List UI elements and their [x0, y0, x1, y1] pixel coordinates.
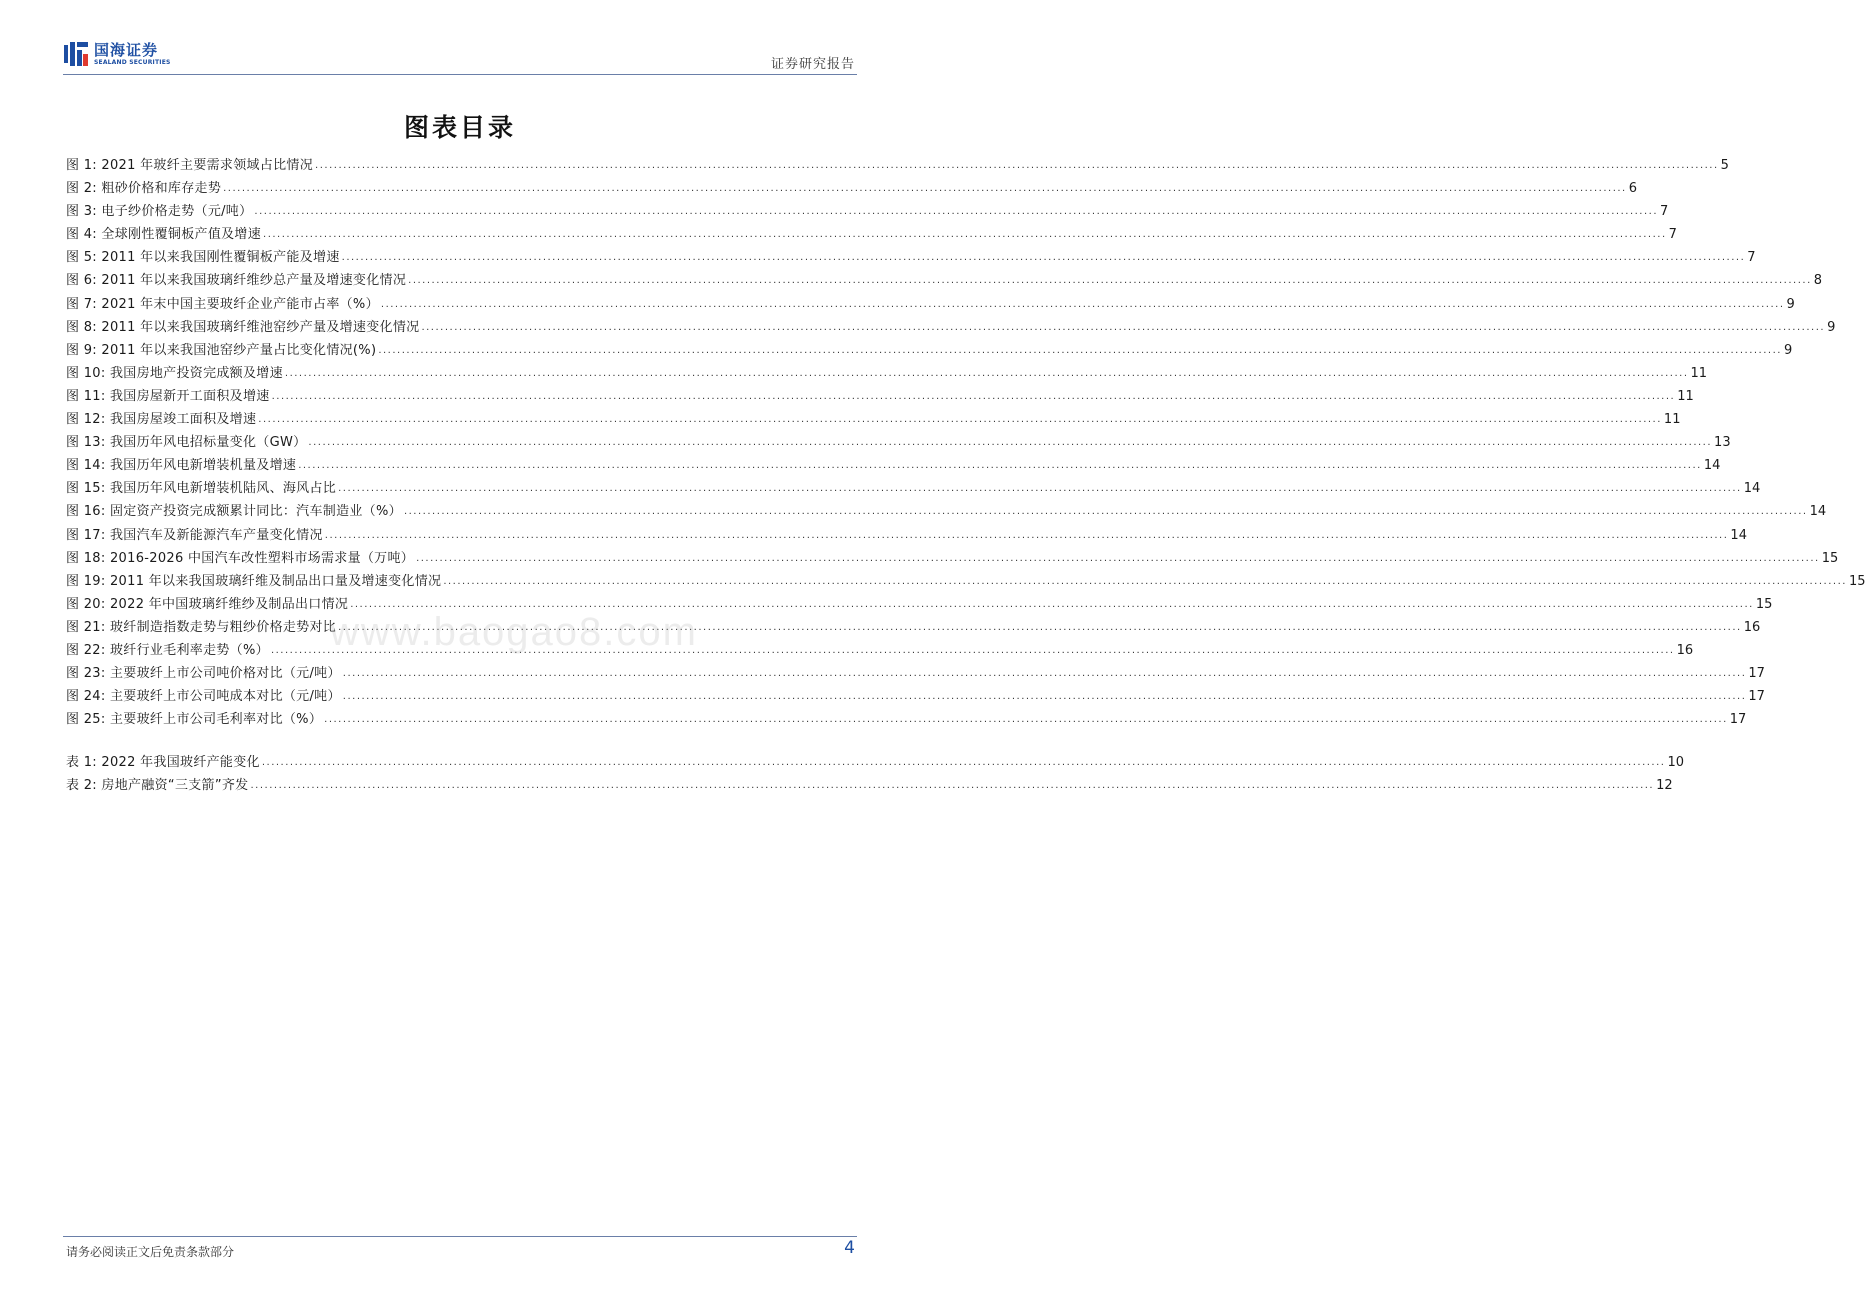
toc-entry[interactable] — [66, 685, 1765, 708]
toc-entry-label: 图 22: 玻纤行业毛利率走势（%） — [66, 642, 269, 658]
toc-entry[interactable] — [66, 269, 1823, 292]
toc-dot-leader: ............................................................................................................................................................................................................................................................................................................ — [338, 483, 1742, 495]
toc-dot-leader: ............................................................................................................................................................................................................................................................................................................ — [261, 757, 1666, 769]
toc-entry-page: 17 — [1729, 712, 1747, 728]
footer-divider — [63, 1236, 857, 1237]
toc-entry-page: 9 — [1783, 342, 1793, 358]
toc-entry[interactable] — [66, 154, 1729, 177]
toc-entry[interactable] — [66, 339, 1793, 362]
toc-entry[interactable] — [66, 477, 1761, 500]
toc-entry-label: 图 3: 电子纱价格走势（元/吨） — [66, 204, 253, 220]
toc-entry-page: 15 — [1755, 596, 1773, 612]
toc-entry-label: 图 4: 全球刚性覆铜板产值及增速 — [66, 227, 262, 243]
toc-entry-label: 图 13: 我国历年风电招标量变化（GW） — [66, 435, 307, 451]
sealand-logo-icon — [63, 41, 89, 67]
toc-entry-label: 图 9: 2011 年以来我国池窑纱产量占比变化情况(%) — [66, 342, 377, 358]
toc-entry-label: 图 1: 2021 年玻纤主要需求领域占比情况 — [66, 158, 314, 173]
toc-dot-leader: ............................................................................................................................................................................................................................................................................................................ — [250, 780, 1655, 792]
toc-entry[interactable] — [66, 246, 1756, 269]
toc-entry-page: 7 — [1660, 204, 1669, 220]
toc-entry-page: 17 — [1748, 689, 1765, 705]
toc-entry-page: 15 — [1821, 550, 1839, 566]
toc-entry-page: 12 — [1656, 778, 1673, 794]
toc-dot-leader: ............................................................................................................................................................................................................................................................................................................ — [324, 529, 1729, 541]
section-gap — [66, 731, 854, 751]
toc-entry-label: 图 20: 2022 年中国玻璃纤维纱及制品出口情况 — [66, 596, 349, 612]
toc-entry-label: 图 17: 我国汽车及新能源汽车产量变化情况 — [66, 527, 323, 543]
toc-entry-page: 14 — [1743, 481, 1761, 497]
page-number: 4 — [844, 1238, 855, 1258]
toc-entry-page: 9 — [1827, 319, 1836, 335]
toc-entry-label: 图 11: 我国房屋新开工面积及增速 — [66, 388, 270, 404]
toc-dot-leader: ............................................................................................................................................................................................................................................................................................................ — [324, 714, 1728, 726]
toc-entry[interactable] — [66, 708, 1747, 731]
toc-dot-leader: ............................................................................................................................................................................................................................................................................................................ — [341, 252, 1746, 264]
toc-entry[interactable] — [66, 177, 1638, 200]
toc-dot-leader: ............................................................................................................................................................................................................................................................................................................ — [342, 691, 1747, 703]
toc-dot-leader: ............................................................................................................................................................................................................................................................................................................ — [298, 460, 1702, 472]
toc-dot-leader: ............................................................................................................................................................................................................................................................................................................ — [308, 437, 1713, 449]
toc-dot-leader: ............................................................................................................................................................................................................................................................................................................ — [263, 229, 1667, 241]
toc-entry-page: 16 — [1676, 642, 1694, 658]
watermark: www.baogao8.com — [330, 610, 698, 654]
toc-entry-page: 8 — [1813, 273, 1823, 289]
toc-entry-label: 图 16: 固定资产投资完成额累计同比：汽车制造业（%） — [66, 504, 402, 520]
toc-entry-label: 图 25: 主要玻纤上市公司毛利率对比（%） — [66, 712, 323, 728]
toc-entry-page: 11 — [1677, 388, 1694, 404]
toc-entry-label: 图 12: 我国房屋竣工面积及增速 — [66, 412, 257, 428]
toc-entry-label: 图 24: 主要玻纤上市公司吨成本对比（元/吨） — [66, 689, 341, 705]
toc-entry[interactable] — [66, 454, 1721, 477]
toc-entry-label: 图 5: 2011 年以来我国刚性覆铜板产能及增速 — [66, 250, 340, 266]
toc-entry-label: 图 8: 2011 年以来我国玻璃纤维池窑纱产量及增速变化情况 — [66, 319, 420, 335]
toc-entry-label: 图 18: 2016-2026 中国汽车改性塑料市场需求量（万吨） — [66, 550, 415, 566]
toc-entry[interactable] — [66, 570, 1865, 593]
toc-entry-page: 14 — [1730, 527, 1747, 543]
toc-entry-page: 7 — [1668, 227, 1677, 243]
toc-entry[interactable] — [66, 500, 1827, 523]
logo-chinese-name: 国海证券 — [94, 40, 159, 59]
toc-dot-leader: ............................................................................................................................................................................................................................................................................................................ — [380, 298, 1785, 310]
toc-entry-label: 图 21: 玻纤制造指数走势与粗纱价格走势对比 — [66, 619, 337, 635]
toc-entry[interactable] — [66, 223, 1677, 246]
company-logo — [63, 36, 171, 72]
toc-entry[interactable] — [66, 662, 1765, 685]
toc-dot-leader: ............................................................................................................................................................................................................................................................................................................ — [350, 598, 1754, 610]
toc-dot-leader: ............................................................................................................................................................................................................................................................................................................ — [443, 575, 1847, 587]
toc-entry-page: 11 — [1663, 412, 1681, 428]
toc-dot-leader: ............................................................................................................................................................................................................................................................................................................ — [258, 414, 1662, 426]
toc-dot-leader: ............................................................................................................................................................................................................................................................................................................ — [223, 183, 1627, 195]
toc-entry[interactable] — [66, 385, 1694, 408]
toc-entry[interactable] — [66, 200, 1669, 223]
toc-entry-page: 15 — [1848, 573, 1865, 589]
toc-entry-page: 6 — [1628, 181, 1638, 197]
toc-entry-page: 17 — [1748, 666, 1765, 682]
toc-dot-leader: ............................................................................................................................................................................................................................................................................................................ — [270, 644, 1675, 656]
toc-entry-label: 图 7: 2021 年末中国主要玻纤企业产能市占率（%） — [66, 296, 379, 312]
report-type-label: 证券研究报告 — [770, 57, 855, 72]
toc-entry-label: 图 2: 粗砂价格和库存走势 — [66, 181, 222, 197]
toc-entry-label: 图 14: 我国历年风电新增装机量及增速 — [66, 458, 297, 474]
toc-dot-leader: ............................................................................................................................................................................................................................................................................................................ — [338, 621, 1742, 633]
toc-entry[interactable] — [66, 408, 1681, 431]
toc-dot-leader: ............................................................................................................................................................................................................................................................................................................ — [342, 668, 1747, 680]
toc-entry-page: 10 — [1667, 755, 1685, 771]
page-header — [63, 36, 857, 74]
toc-entry-page: 11 — [1690, 365, 1708, 381]
toc-dot-leader: ............................................................................................................................................................................................................................................................................................................ — [254, 206, 1659, 218]
toc-entry-page: 5 — [1720, 158, 1729, 173]
toc-entry-page: 14 — [1703, 458, 1721, 474]
toc-entry[interactable] — [66, 547, 1839, 570]
toc-entry-label: 图 6: 2011 年以来我国玻璃纤维纱总产量及增速变化情况 — [66, 273, 407, 289]
toc-entry-page: 14 — [1809, 504, 1827, 520]
toc-entry-page: 9 — [1786, 296, 1795, 312]
toc-entry-label: 图 23: 主要玻纤上市公司吨价格对比（元/吨） — [66, 666, 341, 682]
toc-dot-leader: ............................................................................................................................................................................................................................................................................................................ — [403, 506, 1808, 518]
toc-entry[interactable] — [66, 431, 1731, 454]
toc-entry-label: 图 15: 我国历年风电新增装机陆风、海风占比 — [66, 481, 337, 497]
toc-entry-label: 表 2: 房地产融资“三支箭”齐发 — [66, 778, 249, 794]
toc-entry[interactable] — [66, 362, 1708, 385]
toc-entry[interactable] — [66, 524, 1747, 547]
toc-list — [66, 154, 1865, 798]
toc-entry-label: 图 10: 我国房地产投资完成额及增速 — [66, 365, 283, 381]
toc-entry[interactable] — [66, 774, 1673, 797]
toc-entry[interactable] — [66, 751, 1685, 774]
toc-entry-page: 13 — [1714, 435, 1731, 451]
toc-entry-label: 图 19: 2011 年以来我国玻璃纤维及制品出口量及增速变化情况 — [66, 573, 442, 589]
toc-entry[interactable] — [66, 293, 1795, 316]
table-list — [66, 751, 1685, 797]
header-divider — [63, 74, 857, 75]
toc-entry-label: 表 1: 2022 年我国玻纤产能变化 — [66, 755, 260, 771]
toc-dot-leader: ............................................................................................................................................................................................................................................................................................................ — [284, 367, 1689, 379]
toc-entry[interactable] — [66, 316, 1836, 339]
toc-entry-page: 16 — [1743, 619, 1761, 635]
toc-dot-leader: ............................................................................................................................................................................................................................................................................................................ — [315, 160, 1719, 171]
page-title: 图表目录 — [403, 113, 516, 142]
toc-dot-leader: ............................................................................................................................................................................................................................................................................................................ — [421, 321, 1826, 333]
toc-dot-leader: ............................................................................................................................................................................................................................................................................................................ — [378, 344, 1782, 356]
footer-disclaimer: 请务必阅读正文后免责条款部分 — [66, 1245, 235, 1259]
toc-dot-leader: ............................................................................................................................................................................................................................................................................................................ — [408, 275, 1812, 287]
toc-dot-leader: ............................................................................................................................................................................................................................................................................................................ — [271, 390, 1676, 402]
toc-entry-page: 7 — [1747, 250, 1756, 266]
toc-dot-leader: ............................................................................................................................................................................................................................................................................................................ — [416, 552, 1820, 564]
logo-english-name: SEALAND SECURITIES — [94, 58, 171, 66]
